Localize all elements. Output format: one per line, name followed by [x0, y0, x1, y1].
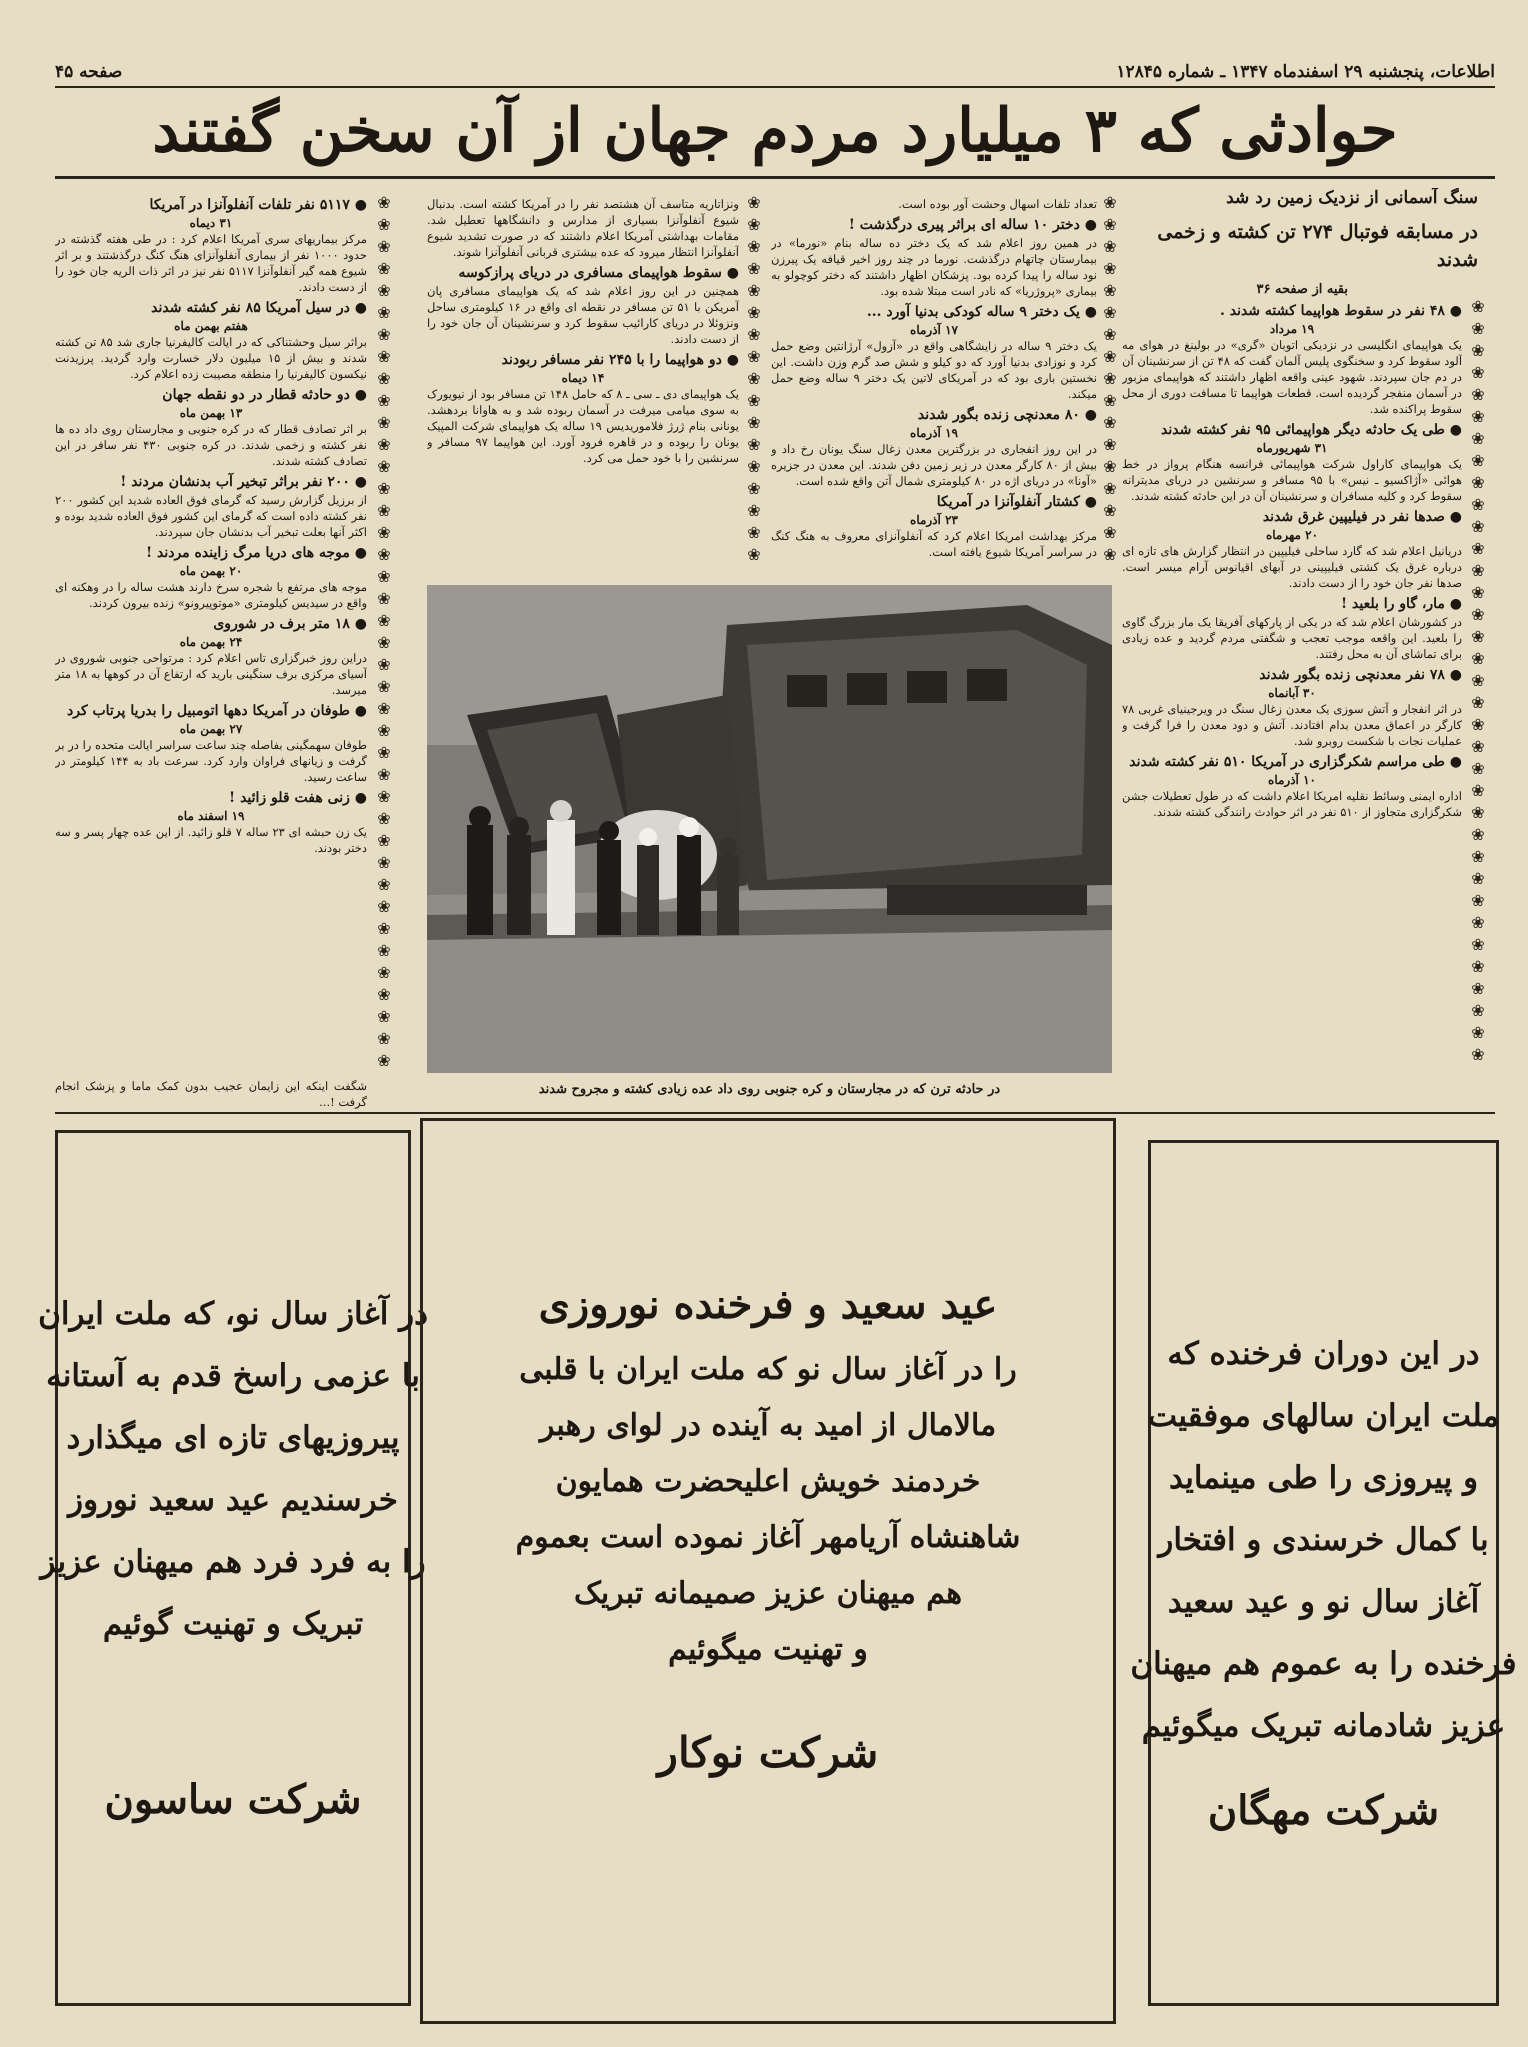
ad-text-line: در آغاز سال نو، که ملت ایران: [38, 1296, 428, 1332]
ad-novkar-text: [516, 1342, 1021, 1678]
flower-icon: ❀: [1471, 935, 1485, 954]
flower-icon: ❀: [1471, 363, 1485, 382]
flower-icon: ❀: [1471, 1023, 1485, 1042]
flower-icon: ❀: [1103, 457, 1117, 476]
center-floral-border-icon: [1098, 192, 1122, 572]
news-body: در همین روز اعلام شد که یک دختر ده ساله بنام «نورما» در بیمارستان چاتهام درگذشت. نورما در چند روز اخیر قیافه یک پیرزن نود ساله را پیدا کرده بود. پزشکان اظهار داشتند که دختر کوچولو به بیماری «پروژریا» که نادر است مبتلا شده بود.: [771, 236, 1097, 298]
news-headline: ● کشتار آنفلوآنزا در آمریکا: [936, 494, 1097, 510]
flower-icon: ❀: [747, 523, 761, 542]
flower-icon: ❀: [1103, 369, 1117, 388]
news-headline: ● سقوط هواپیمای مسافری در دریای پرازکوسه: [458, 265, 739, 281]
news-headline: ● ۱۸ متر برف در شوروی: [213, 616, 367, 632]
flower-icon: ❀: [1471, 737, 1485, 756]
ad-text-line: عزیز شادمانه تبریک میگوئیم: [1141, 1708, 1506, 1744]
flower-icon: ❀: [1471, 495, 1485, 514]
flower-icon: ❀: [1471, 583, 1485, 602]
flower-icon: ❀: [1471, 627, 1485, 646]
ad-text-line: را به فرد فرد هم میهنان عزیز: [40, 1544, 426, 1580]
flower-icon: ❀: [377, 435, 391, 454]
news-date: ۲۰ بهمن ماه: [179, 564, 243, 578]
news-date: ۱۷ آذرماه: [910, 323, 958, 337]
news-body: تعداد تلفات اسهال وحشت آور بوده است.: [898, 197, 1097, 211]
flower-icon: ❀: [377, 897, 391, 916]
flower-icon: ❀: [1471, 803, 1485, 822]
flower-icon: ❀: [1471, 407, 1485, 426]
news-body: موجه های مرتفع با شجره سرخ دارند هشت ساله را در وهکنه ای واقع در سیدیس کیلومتری «موتوپیرونو» زنده بیرون کردند.: [55, 580, 367, 610]
ad-text-line: خرسندیم عید سعید نوروز: [68, 1482, 398, 1518]
news-item: [55, 702, 367, 785]
flower-icon: ❀: [377, 831, 391, 850]
flower-icon: ❀: [377, 545, 391, 564]
flower-icon: ❀: [377, 809, 391, 828]
news-item: [55, 544, 367, 611]
news-headline: ● مار، گاو را بلعید !: [1341, 596, 1462, 612]
news-body: براثر سیل وحشتناکی که در ایالت کالیفرنیا جاری شد ۸۵ تن کشته شدند و بیش از ۱۵ میلیون دلار خسارت وارد گردید. پرزیدنت نیکسون کالیفرنیا را منطقه مصیبت زده اعلام کرد.: [55, 335, 367, 381]
flower-icon: ❀: [377, 523, 391, 542]
flower-icon: ❀: [747, 193, 761, 212]
news-item: [771, 216, 1097, 299]
news-headline: ● طی یک حادثه دیگر هواپیمائی ۹۵ نفر کشته شدند: [1161, 422, 1462, 438]
flower-icon: ❀: [377, 1051, 391, 1070]
flower-icon: ❀: [747, 281, 761, 300]
news-body: اداره ایمنی وسائط نقلیه امریکا اعلام داشت که در طول تعطیلات جشن شکرگزاری متجاوز از ۵۱۰ نفر در اثر حوادث رانندگی کشته شدند.: [1122, 789, 1462, 819]
ad-text-line: آغاز سال نو و عید سعید: [1167, 1584, 1480, 1620]
flower-icon: ❀: [747, 325, 761, 344]
flower-icon: ❀: [377, 853, 391, 872]
flower-icon: ❀: [747, 413, 761, 432]
page-number: صفحه ۴۵: [55, 62, 123, 82]
news-date: ۱۳ بهمن ماه: [179, 406, 243, 420]
flower-icon: ❀: [1471, 715, 1485, 734]
flower-icon: ❀: [1103, 281, 1117, 300]
flower-icon: ❀: [1103, 347, 1117, 366]
news-headline: ● طی مراسم شکرگزاری در آمریکا ۵۱۰ نفر کشته شدند: [1129, 754, 1462, 770]
news-date: ۲۷ بهمن ماه: [179, 722, 243, 736]
flower-icon: ❀: [1471, 1045, 1485, 1064]
news-body: مرکز بهداشت امریکا اعلام کرد که آنفلوآنزای معروف به هنگ کنگ در سراسر آمریکا شیوع یافته است.: [771, 529, 1097, 559]
flower-icon: ❀: [1471, 319, 1485, 338]
flower-icon: ❀: [1471, 671, 1485, 690]
ad-text-line: خردمند خویش اعلیحضرت همایون: [555, 1464, 981, 1499]
ad-text-line: و تهنیت میگوئیم: [668, 1632, 868, 1667]
news-body: یک دختر ۹ ساله در زایشگاهی واقع در «آزول» آرژانتین وضع حمل کرد و نوزادی بدنیا آورد که دو کیلو و شش صد گرم وزن داشت. این نخستین باری بود که در آمریکای لاتین یک دختر ۹ ساله وضع حمل میکند.: [771, 339, 1097, 401]
flower-icon: ❀: [1103, 325, 1117, 344]
news-date: ۱۹ اسفند ماه: [177, 809, 245, 823]
flower-icon: ❀: [377, 677, 391, 696]
left-floral-border-icon: [372, 192, 396, 1072]
flower-icon: ❀: [1103, 193, 1117, 212]
news-date: ۳۰ آبانماه: [1268, 686, 1316, 700]
right-column: [1122, 302, 1462, 1102]
flower-icon: ❀: [747, 501, 761, 520]
flower-icon: ❀: [1471, 891, 1485, 910]
news-item: [1122, 595, 1462, 662]
news-item: [55, 615, 367, 698]
flower-icon: ❀: [1103, 215, 1117, 234]
news-body: همچنین در این روز اعلام شد که یک هواپیمای مسافری پان آمریکن با ۵۱ تن مسافر در نقطه ای واقع در ۱۶ کیلومتری ساحل ونزوئلا در دریای کارائیب سقوط کرد و سرنشینان آن جان خود را از دست دادند.: [427, 284, 739, 346]
flower-icon: ❀: [1103, 303, 1117, 322]
news-body: در کشورشان اعلام شد که در یکی از پارکهای آفریقا یک مار بزرگ گاوی را بلعید. این واقعه موجب تعجب و شگفتی مردم گردید و عده زیادی برای تماشای آن به محل رفتند.: [1122, 615, 1462, 661]
news-body: یک هواپیمای انگلیسی در نزدیکی اتوبان «گری» در بولینغ در هوای مه آلود سقوط کرد و سخنگوی پلیس آلمان گفت که ۴۸ تن از سرنشینان آن در دم جان سپردند. شهود عینی واقعه اظهار داشتند که هواپیمای مزبور در آسمان منفجر گردیده است. قطعات هواپیما تا مسافت دوری از محل سقوط پراکنده شد.: [1122, 338, 1462, 416]
center-left-floral-border-icon: [742, 192, 766, 572]
ad-text-line: ملت ایران سالهای موفقیت: [1147, 1398, 1500, 1434]
flower-icon: ❀: [377, 633, 391, 652]
flower-icon: ❀: [377, 611, 391, 630]
news-body: یک زن حبشه ای ۲۳ ساله ۷ قلو زائید. از این عده چهار پسر و سه دختر بودند.: [55, 825, 367, 855]
news-headline: ● ۴۸ نفر در سقوط هواپیما کشته شدند .: [1219, 303, 1462, 319]
ad-text-line: با عزمی راسخ قدم به آستانه: [46, 1358, 420, 1394]
flower-icon: ❀: [1103, 523, 1117, 542]
flower-icon: ❀: [747, 237, 761, 256]
news-item: [771, 406, 1097, 489]
ad-text-line: شاهنشاه آریامهر آغاز نموده است بعموم: [515, 1520, 1021, 1555]
news-date: ۱۹ آذرماه: [910, 426, 958, 440]
flower-icon: ❀: [377, 303, 391, 322]
news-item: [1122, 302, 1462, 417]
train-crash-photo: [427, 585, 1112, 1073]
ad-mehgan: [1130, 1140, 1517, 2006]
flower-icon: ❀: [1103, 259, 1117, 278]
ad-novkar-company: شرکت نوکار: [657, 1728, 879, 1777]
flower-icon: ❀: [377, 765, 391, 784]
ad-text-line: پیروزیهای تازه ای میگذارد: [66, 1420, 400, 1456]
flower-icon: ❀: [1471, 649, 1485, 668]
left-column: [55, 196, 367, 1076]
flower-icon: ❀: [1471, 341, 1485, 360]
news-date: هفتم بهمن ماه: [174, 319, 248, 333]
flower-icon: ❀: [377, 281, 391, 300]
flower-icon: ❀: [747, 545, 761, 564]
flower-icon: ❀: [377, 237, 391, 256]
right-floral-border-icon: [1466, 296, 1490, 1076]
news-date: ۲۰ مهرماه: [1265, 528, 1319, 542]
flower-icon: ❀: [1471, 781, 1485, 800]
flower-icon: ❀: [747, 303, 761, 322]
flower-icon: ❀: [1471, 451, 1485, 470]
news-item: [1122, 421, 1462, 504]
ad-text-line: مالامال از امید به آینده در لوای رهبر: [539, 1408, 997, 1443]
flower-icon: ❀: [1471, 825, 1485, 844]
flower-icon: ❀: [377, 215, 391, 234]
issue-info: اطلاعات، پنجشنبه ۲۹ اسفندماه ۱۳۴۷ ـ شماره ۱۲۸۴۵: [1116, 62, 1495, 82]
news-headline: ● صدها نفر در فیلیپین غرق شدند: [1262, 509, 1462, 525]
flower-icon: ❀: [377, 413, 391, 432]
ad-novkar-title: عید سعید و فرخنده نوروزی: [538, 1281, 998, 1328]
flower-icon: ❀: [1471, 517, 1485, 536]
flower-icon: ❀: [1471, 869, 1485, 888]
news-headline: ● طوفان در آمریکا دهها اتومبیل را بدریا پرتاب کرد: [66, 703, 367, 719]
flower-icon: ❀: [747, 457, 761, 476]
ad-text-line: را در آغاز سال نو که ملت ایران با قلبی: [519, 1352, 1017, 1387]
news-body: دریانیل اعلام شد که گارد ساحلی فیلیپین در انتظار گزارش های تازه ای درباره غرق یک کشتی فیلیپینی در آبهای اقیانوس آرام میسر است. صدها نفر جان خود را از دست دادند.: [1122, 544, 1462, 590]
news-item: [55, 386, 367, 469]
news-body: ونزاتاریه متاسف آن هشتصد نفر را در آمریکا کشته است. بدنبال شیوع آنفلوآنزا بسیاری از مدارس و دانشگاهها تعطیل شد. مقامات بهداشتی آمریکا اعلام داشتند که در صورت تشدید شیوع آنفلوآنزا انتظار میرود که عده بیشتری قربانی آنفلوآنزا شوند.: [427, 197, 739, 259]
flower-icon: ❀: [377, 1029, 391, 1048]
flower-icon: ❀: [377, 501, 391, 520]
news-headline: ● ۵۱۱۷ نفر تلفات آنفلوآنزا در آمریکا: [149, 197, 367, 213]
news-item: [771, 196, 1097, 212]
ad-text-line: فرخنده را به عموم هم میهنان: [1130, 1646, 1517, 1682]
flower-icon: ❀: [377, 391, 391, 410]
flower-icon: ❀: [1471, 561, 1485, 580]
news-headline: ● ۷۸ نفر معدنچی زنده بگور شدند: [1259, 667, 1462, 683]
news-body: بر اثر تصادف قطار که در کره جنوبی و مجارستان روی داد ده ها نفر کشته و زخمی شدند. در کره جنوبی ۴۳۰ نفر سافر در این تصادف کشته شدند.: [55, 422, 367, 468]
news-body: در اثر انفجار و آتش سوزی یک معدن زغال سنگ در ویرجینیای غربی ۷۸ کارگر در اعماق معدن بدام افتادند. آتش و دود معدن را فرا گرفت و عملیات نجات با شکست روبرو شد.: [1122, 702, 1462, 748]
flower-icon: ❀: [377, 699, 391, 718]
flower-icon: ❀: [377, 193, 391, 212]
flower-icon: ❀: [1471, 693, 1485, 712]
flower-icon: ❀: [747, 369, 761, 388]
news-date: ۳۱ دیماه: [189, 216, 233, 230]
flower-icon: ❀: [377, 457, 391, 476]
flower-icon: ❀: [1471, 913, 1485, 932]
ad-sasson-text: [38, 1283, 428, 1655]
news-item: [1122, 508, 1462, 591]
flower-icon: ❀: [747, 391, 761, 410]
ad-text-line: در این دوران فرخنده که: [1167, 1336, 1480, 1372]
headline-rule: [55, 176, 1495, 179]
flower-icon: ❀: [377, 347, 391, 366]
flower-icon: ❀: [747, 259, 761, 278]
flower-icon: ❀: [747, 215, 761, 234]
flower-icon: ❀: [1471, 847, 1485, 866]
news-headline: ● ۲۰۰ نفر براثر تبخیر آب بدنشان مردند !: [120, 474, 367, 490]
news-date: ۳۱ شهریورماه: [1256, 441, 1328, 455]
news-item: [427, 351, 739, 466]
news-headline: ● یک دختر ۹ ساله کودکی بدنیا آورد ...: [866, 304, 1097, 320]
flower-icon: ❀: [377, 743, 391, 762]
news-date: ۱۹ مرداد: [1269, 322, 1315, 336]
news-item: [55, 789, 367, 856]
news-item: [771, 493, 1097, 560]
news-item: [55, 299, 367, 382]
news-headline: ● زنی هفت قلو زائید !: [229, 790, 367, 806]
flower-icon: ❀: [377, 567, 391, 586]
ad-mehgan-company: شرکت مهگان: [1207, 1787, 1440, 1834]
news-item: [771, 303, 1097, 402]
ad-text-line: هم میهنان عزیز صمیمانه تبریک: [573, 1576, 963, 1611]
news-body: یک هواپیمای دی ـ سی ـ ۸ که حامل ۱۴۸ تن مسافر بود از نیویورک به سوی میامی میرفت در آسمان ربوده شد و به هاوانا بردهشد. یونانی بنام ژرژ فلاموریدیس ۱۹ ساله یک هواپیمای شرکت المپیک یونان را ربوده و در قاهره فرود آورد. این هواپیما ۹۷ مسافر و سرنشین را با خود حمل می کرد.: [427, 387, 739, 465]
news-headline: ● دو حادثه قطار در دو نقطه جهان: [162, 387, 367, 403]
flower-icon: ❀: [1103, 413, 1117, 432]
ad-novkar: [420, 1118, 1116, 2024]
news-item: [427, 264, 739, 347]
flower-icon: ❀: [1103, 435, 1117, 454]
flower-icon: ❀: [377, 369, 391, 388]
flower-icon: ❀: [1103, 237, 1117, 256]
flower-icon: ❀: [1471, 429, 1485, 448]
flower-icon: ❀: [377, 589, 391, 608]
right-intro-headline: سنگ آسمانی از نزدیک زمین رد شد: [1226, 188, 1478, 208]
news-headline: ● ۸۰ معدنچی زنده بگور شدند: [917, 407, 1097, 423]
news-item: [427, 196, 739, 260]
flower-icon: ❀: [1471, 759, 1485, 778]
center-left-column: [427, 196, 739, 572]
masthead: [55, 58, 1495, 88]
flower-icon: ❀: [1471, 605, 1485, 624]
ad-text-line: و پیروزی را طی مینماید: [1168, 1460, 1479, 1496]
flower-icon: ❀: [377, 985, 391, 1004]
news-body: از برزیل گزارش رسید که گرمای فوق العاده شدید این کشور ۲۰۰ نفر کشته داده است که گرمای این کشور فوق العاده شدید بوده و اکثر آنها بعلت تبخیر آب بدنشان جان سپردند.: [55, 493, 367, 539]
flower-icon: ❀: [1471, 297, 1485, 316]
flower-icon: ❀: [377, 875, 391, 894]
news-date: ۲۴ بهمن ماه: [179, 635, 243, 649]
news-body: طوفان سهمگینی بفاصله چند ساعت سراسر ایالت متحده را در بر گرفت و زیانهای فراوان وارد کرد. سرعت باد به ۱۴۴ کیلومتر در ساعت رسید.: [55, 738, 367, 784]
flower-icon: ❀: [1471, 979, 1485, 998]
flower-icon: ❀: [1103, 391, 1117, 410]
flower-icon: ❀: [377, 655, 391, 674]
news-date: ۱۴ دیماه: [561, 371, 605, 385]
flower-icon: ❀: [377, 479, 391, 498]
news-headline: ● دو هواپیما را با ۲۴۵ نفر مسافر ربودند: [501, 352, 739, 368]
news-date: ۲۳ آذرماه: [910, 513, 958, 527]
flower-icon: ❀: [377, 787, 391, 806]
flower-icon: ❀: [1103, 501, 1117, 520]
flower-icon: ❀: [377, 259, 391, 278]
news-body: مرکز بیماریهای سری آمریکا اعلام کرد : در طی هفته گذشته در حدود ۱۰۰۰ نفر از بیماری آنفلوآنزای هنگ کنگ درگذشتند و بر اثر شیوع همه گیر آنفلوآنزا ۵۱۱۷ نفر نیز در اثر ذات الریه جان خود را از دست دادند.: [55, 232, 367, 294]
section-rule: [55, 1112, 1495, 1114]
news-date: ۱۰ آذرماه: [1268, 773, 1316, 787]
flower-icon: ❀: [377, 1007, 391, 1026]
flower-icon: ❀: [747, 347, 761, 366]
page-headline: حوادثی که ۳ میلیارد مردم جهان از آن سخن گفتند: [152, 96, 1398, 166]
continued-note: بقیه از صفحه ۳۶: [1256, 282, 1348, 297]
left-column-tail: شگفت اینکه این زایمان عجیب بدون کمک ماما و پزشک انجام گرفت !...: [55, 1079, 367, 1109]
flower-icon: ❀: [377, 963, 391, 982]
flower-icon: ❀: [377, 325, 391, 344]
news-headline: ● در سیل آمریکا ۸۵ نفر کشته شدند: [151, 300, 367, 316]
flower-icon: ❀: [1103, 545, 1117, 564]
flower-icon: ❀: [377, 919, 391, 938]
flower-icon: ❀: [747, 435, 761, 454]
news-item: [1122, 753, 1462, 820]
news-item: [1122, 666, 1462, 749]
news-headline: ● دختر ۱۰ ساله ای براثر پیری درگذشت !: [848, 217, 1097, 233]
flower-icon: ❀: [1471, 385, 1485, 404]
news-item: [55, 196, 367, 295]
flower-icon: ❀: [377, 941, 391, 960]
ad-text-line: با کمال خرسندی و افتخار: [1158, 1522, 1489, 1558]
right-main-headline: در مسابقه فوتبال ۲۷۴ تن کشته و زخمی شدند: [1157, 221, 1478, 271]
flower-icon: ❀: [1103, 479, 1117, 498]
ad-mehgan-text: [1130, 1323, 1516, 1757]
flower-icon: ❀: [1471, 1001, 1485, 1020]
flower-icon: ❀: [1471, 957, 1485, 976]
news-headline: ● موجه های دریا مرگ زاینده مردند !: [145, 545, 367, 561]
news-body: یک هواپیمای کاراول شرکت هواپیمائی فرانسه هنگام پرواز در خط هوائی «آژاکسیو ـ نیس» با ۹۵ مسافر و سرنشین در دریای مدیترانه سقوط کرد و کلیه مسافران و سرنشینان آن در این حادثه کشته شدند.: [1122, 457, 1462, 503]
ad-sasson: [38, 1130, 428, 2006]
flower-icon: ❀: [1471, 473, 1485, 492]
flower-icon: ❀: [747, 479, 761, 498]
news-item: [55, 473, 367, 540]
flower-icon: ❀: [377, 721, 391, 740]
flower-icon: ❀: [1471, 539, 1485, 558]
train-crash-illustration: [427, 585, 1112, 1073]
news-body: در این روز انفجاری در بزرگترین معدن زغال سنگ یونان رخ داد و بیش از ۸۰ کارگر معدن در زیر زمین دفن شدند. این معدن در جزیره «آونا» در دریای اژه در ۸۰ کیلومتری شمال آتن واقع شده است.: [771, 442, 1097, 488]
ad-sasson-company: شرکت ساسون: [104, 1776, 362, 1823]
ad-text-line: تبریک و تهنیت گوئیم: [102, 1606, 364, 1642]
center-right-column: [771, 196, 1097, 572]
news-body: دراین روز خبرگزاری تاس اعلام کرد : مرتواحی جنوبی شوروی در آسیای مرکزی برف سنگینی بارید که ارتفاع آن در کوهها به ۱۸ متر میرسد.: [55, 651, 367, 697]
photo-caption: در حادثه ترن که در مجارستان و کره جنوبی روی داد عده زیادی کشته و مجروح شدند: [538, 1082, 1001, 1097]
